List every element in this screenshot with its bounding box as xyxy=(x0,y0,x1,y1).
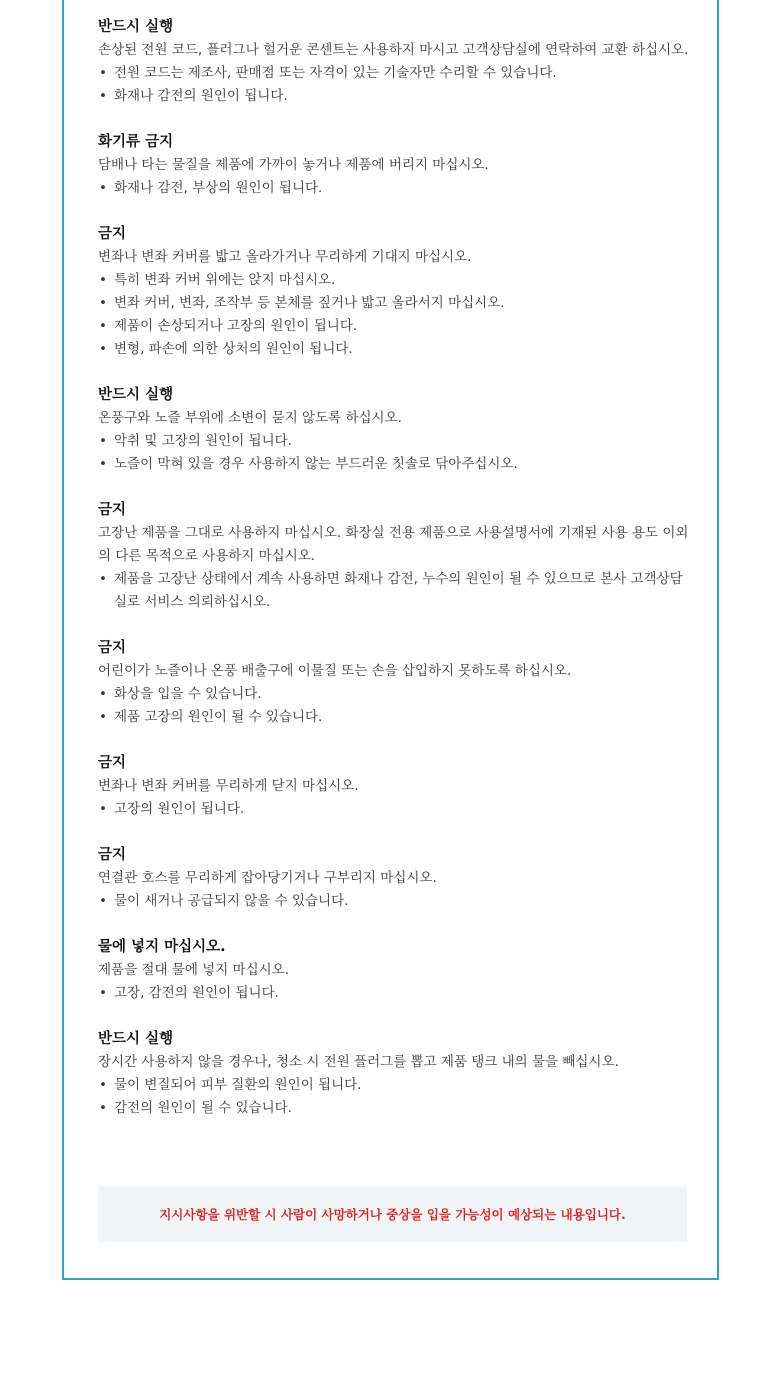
section-description: 고장난 제품을 그대로 사용하지 마십시오. 화장실 전용 제품으로 사용설명서에 기재된 사용 용도 이외의 다른 목적으로 사용하지 마십시오. xyxy=(98,525,689,564)
bullet-item: • 제품이 손상되거나 고장의 원인이 됩니다. xyxy=(98,315,690,338)
section-description: 어린이가 노즐이나 온풍 배출구에 이물질 또는 손을 삽입하지 못하도록 하십시오. xyxy=(98,663,572,679)
section-title: 반드시 실행 xyxy=(98,387,174,403)
section-title: 금지 xyxy=(98,755,127,771)
warning-section xyxy=(98,1028,690,1120)
section-bullets xyxy=(98,269,690,361)
bullet-item: • 악취 및 고장의 원인이 됩니다. xyxy=(98,430,690,453)
warning-section xyxy=(98,936,690,1005)
warning-list xyxy=(98,16,690,1143)
warning-section xyxy=(98,384,690,476)
bullet-item: • 노즐이 막혀 있을 경우 사용하지 않는 부드러운 칫솔로 닦아주십시오. xyxy=(98,453,690,476)
section-description: 연결관 호스를 무리하게 잡아당기거나 구부리지 마십시오. xyxy=(98,870,437,886)
section-title: 금지 xyxy=(98,847,127,863)
section-description: 제품을 절대 물에 넣지 마십시오. xyxy=(98,962,289,978)
section-description: 변좌나 변좌 커버를 밟고 올라가거나 무리하게 기대지 마십시오. xyxy=(98,249,472,265)
bullet-item: • 특히 변좌 커버 위에는 앉지 마십시오. xyxy=(98,269,690,292)
bullet-item: • 변형, 파손에 의한 상처의 원인이 됩니다. xyxy=(98,338,690,361)
warning-section xyxy=(98,131,690,200)
warning-panel xyxy=(62,0,719,1280)
warning-section xyxy=(98,223,690,361)
bullet-item: • 전원 코드는 제조사, 판매점 또는 자격이 있는 기술자만 수리할 수 있습니다. xyxy=(98,62,690,85)
section-bullets xyxy=(98,798,690,821)
warning-section xyxy=(98,844,690,913)
warning-section xyxy=(98,16,690,108)
warning-section xyxy=(98,637,690,729)
section-description: 손상된 전원 코드, 플러그나 헐거운 콘센트는 사용하지 마시고 고객상담실에 연락하여 교환 하십시오. xyxy=(98,42,689,58)
bullet-item: • 물이 변질되어 피부 질환의 원인이 됩니다. xyxy=(98,1074,690,1097)
bullet-item: • 제품 고장의 원인이 될 수 있습니다. xyxy=(98,706,690,729)
bullet-item: • 제품을 고장난 상태에서 계속 사용하면 화재나 감전, 누수의 원인이 될 수 있으므로 본사 고객상담실로 서비스 의뢰하십시오. xyxy=(98,568,690,614)
section-bullets xyxy=(98,568,690,614)
bullet-item: • 화재나 감전의 원인이 됩니다. xyxy=(98,85,690,108)
section-title: 반드시 실행 xyxy=(98,1031,174,1047)
bullet-item: • 고장의 원인이 됩니다. xyxy=(98,798,690,821)
section-description: 온풍구와 노즐 부위에 소변이 묻지 않도록 하십시오. xyxy=(98,410,402,426)
section-bullets xyxy=(98,683,690,729)
section-bullets xyxy=(98,890,690,913)
section-title: 금지 xyxy=(98,226,127,242)
bullet-item: • 변좌 커버, 변좌, 조작부 등 본체를 짚거나 밟고 올라서지 마십시오. xyxy=(98,292,690,315)
section-title: 물에 넣지 마십시오. xyxy=(98,939,226,955)
warning-notice-box xyxy=(98,1186,687,1242)
section-description: 변좌나 변좌 커버를 무리하게 닫지 마십시오. xyxy=(98,778,359,794)
warning-section xyxy=(98,752,690,821)
section-description: 장시간 사용하지 않을 경우나, 청소 시 전원 플러그를 뽑고 제품 탱크 내의 물을 빼십시오. xyxy=(98,1054,619,1070)
bullet-item: • 화재나 감전, 부상의 원인이 됩니다. xyxy=(98,177,690,200)
section-description: 담배나 타는 물질을 제품에 가까이 놓거나 제품에 버리지 마십시오. xyxy=(98,157,489,173)
bullet-item: • 고장, 감전의 원인이 됩니다. xyxy=(98,982,690,1005)
bullet-item: • 물이 새거나 공급되지 않을 수 있습니다. xyxy=(98,890,690,913)
section-title: 금지 xyxy=(98,502,127,518)
section-title: 금지 xyxy=(98,640,127,656)
section-bullets xyxy=(98,982,690,1005)
section-bullets xyxy=(98,1074,690,1120)
section-title: 반드시 실행 xyxy=(98,19,174,35)
section-title: 화기류 금지 xyxy=(98,134,174,150)
bullet-item: • 감전의 원인이 될 수 있습니다. xyxy=(98,1097,690,1120)
warning-notice-text: 지시사항을 위반할 시 사람이 사망하거나 중상을 입을 가능성이 예상되는 내용입니다. xyxy=(159,1207,626,1222)
section-bullets xyxy=(98,430,690,476)
warning-section xyxy=(98,499,690,614)
bullet-item: • 화상을 입을 수 있습니다. xyxy=(98,683,690,706)
section-bullets xyxy=(98,177,690,200)
section-bullets xyxy=(98,62,690,108)
